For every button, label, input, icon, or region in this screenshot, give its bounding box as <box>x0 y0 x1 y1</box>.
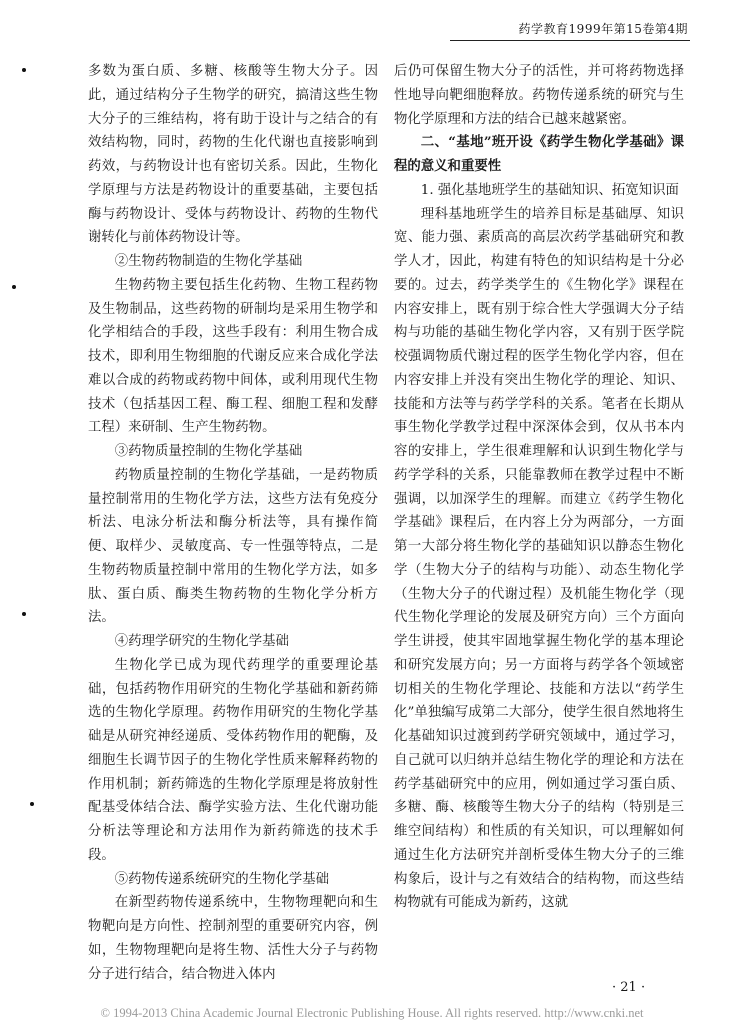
right-column <box>394 60 684 915</box>
subheading-drug-delivery: ⑤药物传递系统研究的生物化学基础 <box>114 871 330 887</box>
paragraph: 药物质量控制的生物化学基础，一是药物质量控制常用的生物化学方法，这些方法有免疫分析法、电泳分析法和酶分析法等，具有操作简便、取样少、灵敏度高、专一性强等特点，二是生物药物质量控制中常用的生物化学方法，如多肽、蛋白质、酶类生物药物的生物化学分析方法。 <box>88 467 378 626</box>
subheading-bio-drug-manufacturing: ②生物药物制造的生物化学基础 <box>114 254 303 269</box>
paragraph: 多数为蛋白质、多糖、核酸等生物大分子。因此，通过结构分子生物学的研究，搞清这些生物大分子的三维结构，将有助于设计与之结合的有效结构物，同时，药物的生化代谢也直接影响到药效，与药物设计也有密切关系。因此，生物化学原理与方法是药物设计的重要基础，主要包括酶与药物设计、受体与药物设计、药物的生物代谢转化与前体药物设计等。 <box>88 64 378 246</box>
running-header: 药学教育1999年第15卷第4期 <box>518 22 688 36</box>
paragraph: 后仍可保留生物大分子的活性，并可将药物选择性地导向靶细胞释放。药物传递系统的研究与生物化学原理和方法的结合已越来越紧密。 <box>394 64 684 127</box>
copyright-footer: © 1994-2013 China Academic Journal Electronic Publishing House. All rights reserved. http://www.cnki.net <box>100 1006 644 1020</box>
section-heading: 二、“基地”班开设《药学生物化学基础》课程的意义和重要性 <box>394 134 684 174</box>
paragraph: 理科基地班学生的培养目标是基础厚、知识宽、能力强、素质高的高层次药学基础研究和教学人才，因此，构建有特色的知识结构是十分必要的。过去，药学类学生的《生物化学》课程在内容安排上，既有别于综合性大学强调大分子结构与功能的基础生物化学内容，又有别于医学院校强调物质代谢过程的医学生物化学内容，但在内容安排上并没有突出生物化学的理论、知识、技能和方法等与药学学科的关系。笔者在长期从事生物化学教学过程中深深体会到，仅从书本内容的安排上，学生很难理解和认识到生物化学与药学学科的关系，只能靠教师在教学过程中不断强调，以加深学生的理解。而建立《药学生物化学基础》课程后，在内容上分为两部分，一方面第一大部分将生物化学的基础知识以静态生物化学（生物大分子的结构与功能）、动态生物化学（生物大分子的代谢过程）及机能生物化学（现代生物化学理论的发展及研究方向）三个方面向学生讲授，使其牢固地掌握生物化学的基本理论和研究发展方向；另一方面将与药学各个领域密切相关的生物化学理论、技能和方法以“药学生化”单独编写成第二大部分，使学生很自然地将生化基础知识过渡到药学研究领域中，通过学习，自己就可以归纳并总结生物化学的理论和方法在药学基础研究中的应用，例如通过学习蛋白质、多糖、酶、核酸等生物大分子的结构（特别是三维空间结构）和性质的有关知识，可以理解如何通过生化方法研究并剖析受体生物大分子的三维构象后，设计与之有效结合的结构物，而这些结构物就有可能成为新药，这就 <box>394 206 684 911</box>
subheading-strengthen-foundation: 1. 强化基地班学生的基础知识、拓宽知识面 <box>420 182 679 198</box>
page-number: · 21 · <box>612 980 646 995</box>
margin-dot-icon <box>30 802 34 806</box>
subheading-quality-control: ③药物质量控制的生物化学基础 <box>114 444 303 459</box>
paragraph: 生物药物主要包括生化药物、生物工程药物及生物制品，这些药物的研制均是采用生物学和化学相结合的手段，这些手段有：利用生物合成技术，即利用生物细胞的代谢反应来合成化学法难以合成的药物或药物中间体，或利用现代生物技术（包括基因工程、酶工程、细胞工程和发酵工程）来研制、生产生物药物。 <box>88 277 378 436</box>
header-rule <box>450 40 690 41</box>
left-column <box>88 60 378 986</box>
margin-dot-icon <box>22 68 26 72</box>
subheading-pharmacology: ④药理学研究的生物化学基础 <box>114 634 289 649</box>
paragraph: 生物化学已成为现代药理学的重要理论基础，包括药物作用研究的生物化学基础和新药筛选的生物化学原理。药物作用研究的生物化学基础是从研究神经递质、受体药物作用的靶酶，及细胞生长调节因子的生物化学性质来解释药物的作用机制；新药筛选的生物化学原理是将放射性配基受体结合法、酶学实验方法、生化代谢功能分析法等理论和方法用作为新药筛选的技术手段。 <box>88 657 378 863</box>
margin-dot-icon <box>12 285 16 289</box>
margin-dot-icon <box>22 612 26 616</box>
paragraph: 在新型药物传递系统中，生物物理靶向和生物靶向是方向性、控制剂型的重要研究内容，例如，生物物理靶向是将生物、活性大分子与药物分子进行结合，结合物进入体内 <box>88 895 378 982</box>
